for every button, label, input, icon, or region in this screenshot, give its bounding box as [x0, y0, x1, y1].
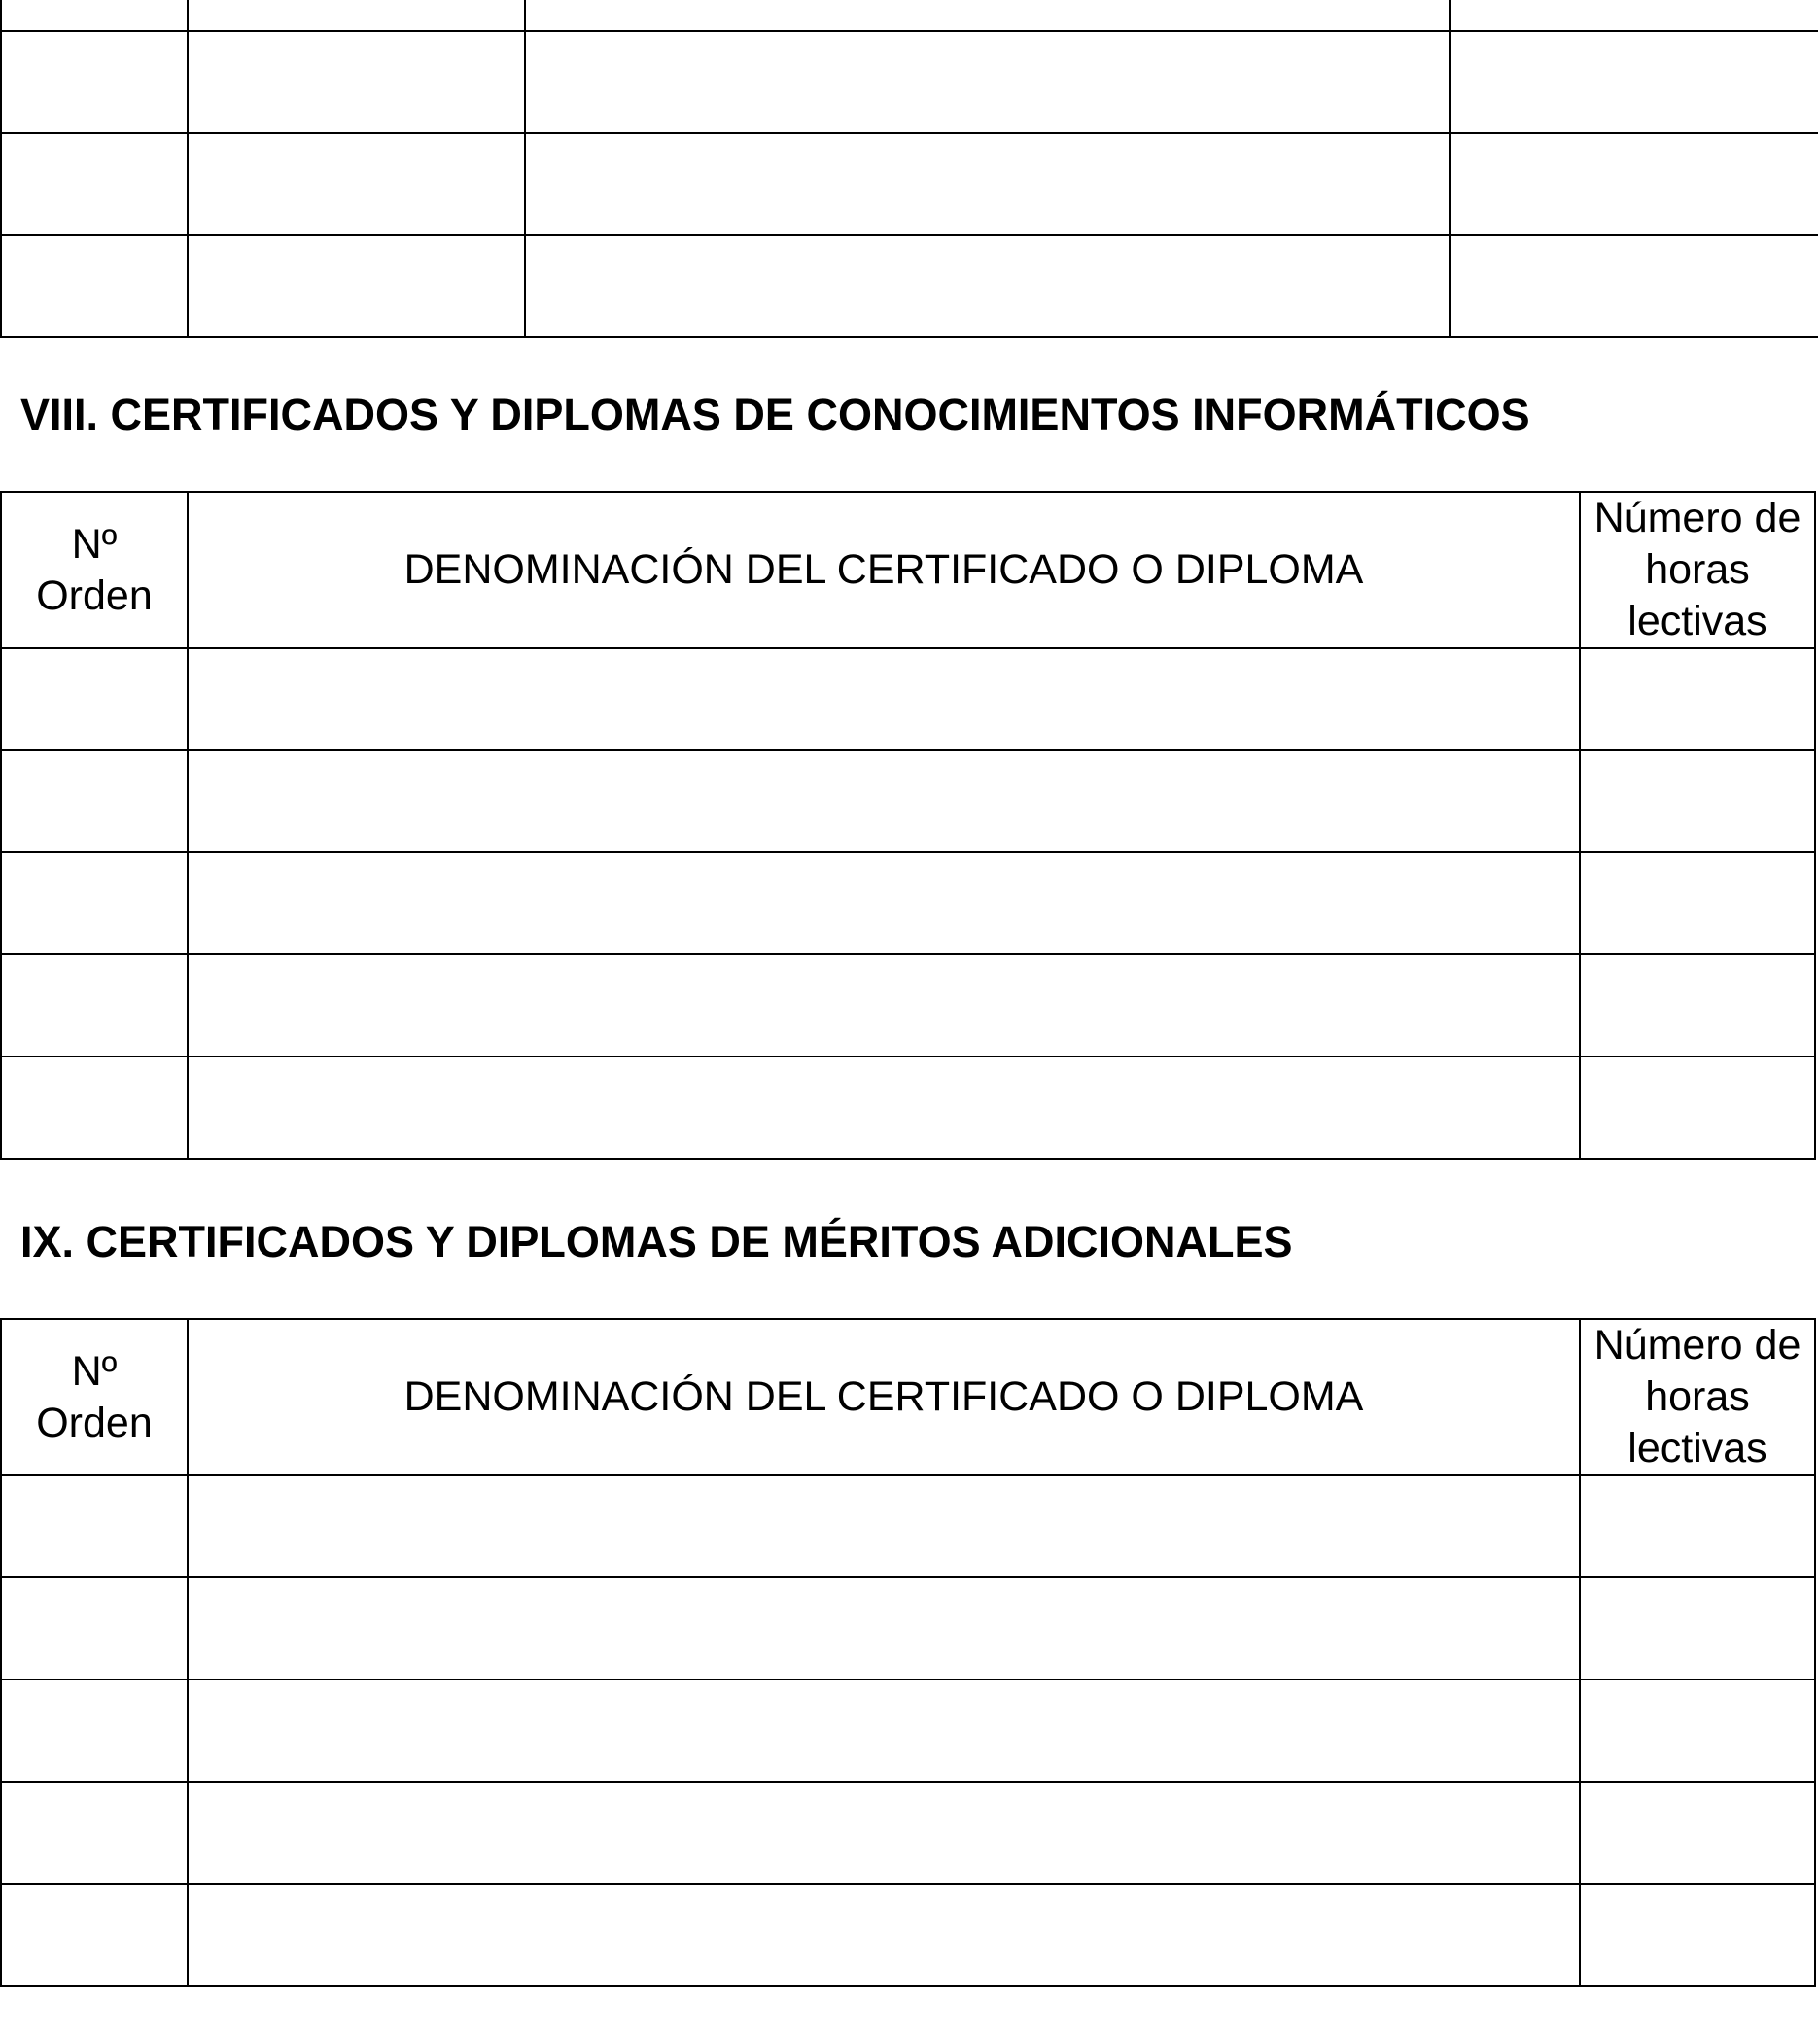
- table-row: [1, 31, 1818, 133]
- table-cell[interactable]: [1450, 31, 1818, 133]
- teaching-hours-header: Número de horas lectivas: [1580, 492, 1815, 648]
- section-ix-title: IX. CERTIFICADOS Y DIPLOMAS DE MÉRITOS ADICIONALES: [20, 1217, 1293, 1266]
- certificate-name-cell[interactable]: [188, 954, 1580, 1057]
- order-number-cell[interactable]: [1, 1577, 188, 1680]
- certificate-name-cell[interactable]: [188, 1884, 1580, 1986]
- teaching-hours-cell[interactable]: [1580, 648, 1815, 750]
- section-viii-title: VIII. CERTIFICADOS Y DIPLOMAS DE CONOCIMIENTOS INFORMÁTICOS: [20, 390, 1530, 439]
- certificate-name-cell[interactable]: [188, 852, 1580, 954]
- table-row: [1, 133, 1818, 235]
- table-row: [1, 1057, 1815, 1159]
- table-row: [1, 1884, 1815, 1986]
- order-number-header: Nº Orden: [1, 492, 188, 648]
- order-number-cell[interactable]: [1, 954, 188, 1057]
- order-number-cell[interactable]: [1, 1680, 188, 1782]
- order-number-cell[interactable]: [1, 1057, 188, 1159]
- additional-merits-table: [0, 1318, 1816, 1987]
- certificate-name-cell[interactable]: [188, 1475, 1580, 1577]
- table-cell[interactable]: [1, 0, 188, 31]
- table-header-row: [1, 1319, 1815, 1475]
- teaching-hours-cell[interactable]: [1580, 750, 1815, 852]
- table-cell[interactable]: [188, 0, 525, 31]
- teaching-hours-cell[interactable]: [1580, 1577, 1815, 1680]
- certificate-name-cell[interactable]: [188, 1577, 1580, 1680]
- table-cell[interactable]: [525, 31, 1450, 133]
- order-number-cell[interactable]: [1, 648, 188, 750]
- table-row: [1, 648, 1815, 750]
- table-row: [1, 750, 1815, 852]
- table-cell[interactable]: [1450, 0, 1818, 31]
- table-cell[interactable]: [1, 133, 188, 235]
- teaching-hours-cell[interactable]: [1580, 954, 1815, 1057]
- order-number-cell[interactable]: [1, 1475, 188, 1577]
- certificate-name-header: DENOMINACIÓN DEL CERTIFICADO O DIPLOMA: [188, 492, 1580, 648]
- certificate-name-cell[interactable]: [188, 648, 1580, 750]
- order-number-cell[interactable]: [1, 750, 188, 852]
- table-header-row: [1, 492, 1815, 648]
- table-cell[interactable]: [1, 31, 188, 133]
- table-row: [1, 235, 1818, 337]
- table-row: [1, 1475, 1815, 1577]
- teaching-hours-header: Número de horas lectivas: [1580, 1319, 1815, 1475]
- table-cell[interactable]: [1450, 133, 1818, 235]
- teaching-hours-cell[interactable]: [1580, 1057, 1815, 1159]
- certificate-name-cell[interactable]: [188, 1680, 1580, 1782]
- teaching-hours-cell[interactable]: [1580, 852, 1815, 954]
- table-cell[interactable]: [525, 0, 1450, 31]
- certificate-name-cell[interactable]: [188, 1057, 1580, 1159]
- order-number-cell[interactable]: [1, 1884, 188, 1986]
- table-row: [1, 1680, 1815, 1782]
- order-number-header: Nº Orden: [1, 1319, 188, 1475]
- order-number-cell[interactable]: [1, 1782, 188, 1884]
- computer-certificates-table: [0, 491, 1816, 1160]
- table-row: [1, 0, 1818, 31]
- table-cell[interactable]: [525, 133, 1450, 235]
- teaching-hours-cell[interactable]: [1580, 1782, 1815, 1884]
- certificate-name-cell[interactable]: [188, 750, 1580, 852]
- table-cell[interactable]: [188, 235, 525, 337]
- certificate-name-cell[interactable]: [188, 1782, 1580, 1884]
- order-number-cell[interactable]: [1, 852, 188, 954]
- table-cell[interactable]: [1450, 235, 1818, 337]
- previous-section-table: [0, 0, 1818, 338]
- teaching-hours-cell[interactable]: [1580, 1884, 1815, 1986]
- table-row: [1, 1577, 1815, 1680]
- teaching-hours-cell[interactable]: [1580, 1680, 1815, 1782]
- table-cell[interactable]: [188, 133, 525, 235]
- table-row: [1, 852, 1815, 954]
- certificate-name-header: DENOMINACIÓN DEL CERTIFICADO O DIPLOMA: [188, 1319, 1580, 1475]
- table-row: [1, 1782, 1815, 1884]
- table-cell[interactable]: [188, 31, 525, 133]
- table-cell[interactable]: [525, 235, 1450, 337]
- table-row: [1, 954, 1815, 1057]
- table-cell[interactable]: [1, 235, 188, 337]
- teaching-hours-cell[interactable]: [1580, 1475, 1815, 1577]
